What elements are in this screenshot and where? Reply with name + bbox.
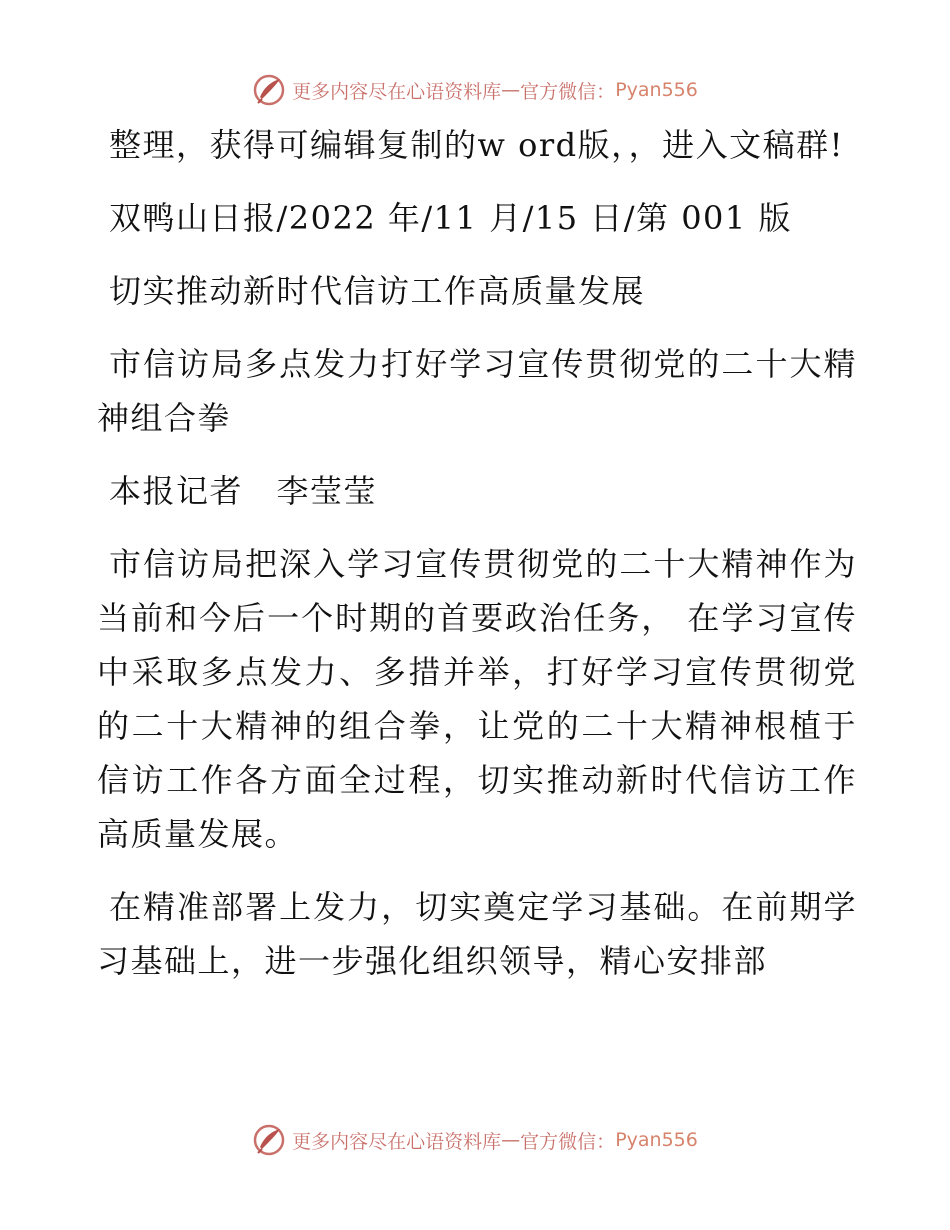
- watermark-wechat-label: 官方微信：: [520, 80, 616, 103]
- paragraph-headline: 切实推动新时代信访工作高质量发展: [109, 272, 646, 310]
- paragraph-byline: 本报记者 李莹莹: [109, 472, 378, 510]
- paragraph-subheadline: 市信访局多点发力打好学习宣传贯彻党的二十大精神组合拳: [97, 345, 857, 437]
- paragraph-body-2: 在精准部署上发力，切实奠定学习基础。在前期学习基础上，进一步强化组织领导，精心安排部: [97, 888, 857, 980]
- paragraph-source-line: 双鸭山日报/2022 年/11 月/15 日/第 001 版: [109, 199, 792, 237]
- watermark-wechat-id: Pyan556: [615, 79, 698, 101]
- watermark-wechat-id: Pyan556: [615, 1129, 698, 1151]
- quill-logo-icon: [252, 73, 286, 107]
- quill-logo-icon: [252, 1123, 286, 1157]
- paragraph-body-1: 市信访局把深入学习宣传贯彻党的二十大精神作为当前和今后一个时期的首要政治任务， 在学习宣传中采取多点发力、多措并举，打好学习宣传贯彻党的二十大精神的组合拳，让党的二十大精神根植于信访工作各方面全过程，切实推动新时代信访工作高质量发展。: [97, 545, 857, 853]
- watermark-separator: —: [501, 79, 521, 101]
- paragraph-intro: 整理，获得可编辑复制的w ord版，，进入文稿群!: [109, 126, 844, 164]
- watermark-separator: —: [501, 1129, 521, 1151]
- watermark-text: 更多内容尽在心语资料库: [292, 80, 502, 103]
- footer-watermark: [0, 1120, 950, 1160]
- header-watermark: [0, 70, 950, 110]
- document-body: [97, 118, 857, 1007]
- watermark-wechat-label: 官方微信：: [520, 1130, 616, 1153]
- watermark-text: 更多内容尽在心语资料库: [292, 1130, 502, 1153]
